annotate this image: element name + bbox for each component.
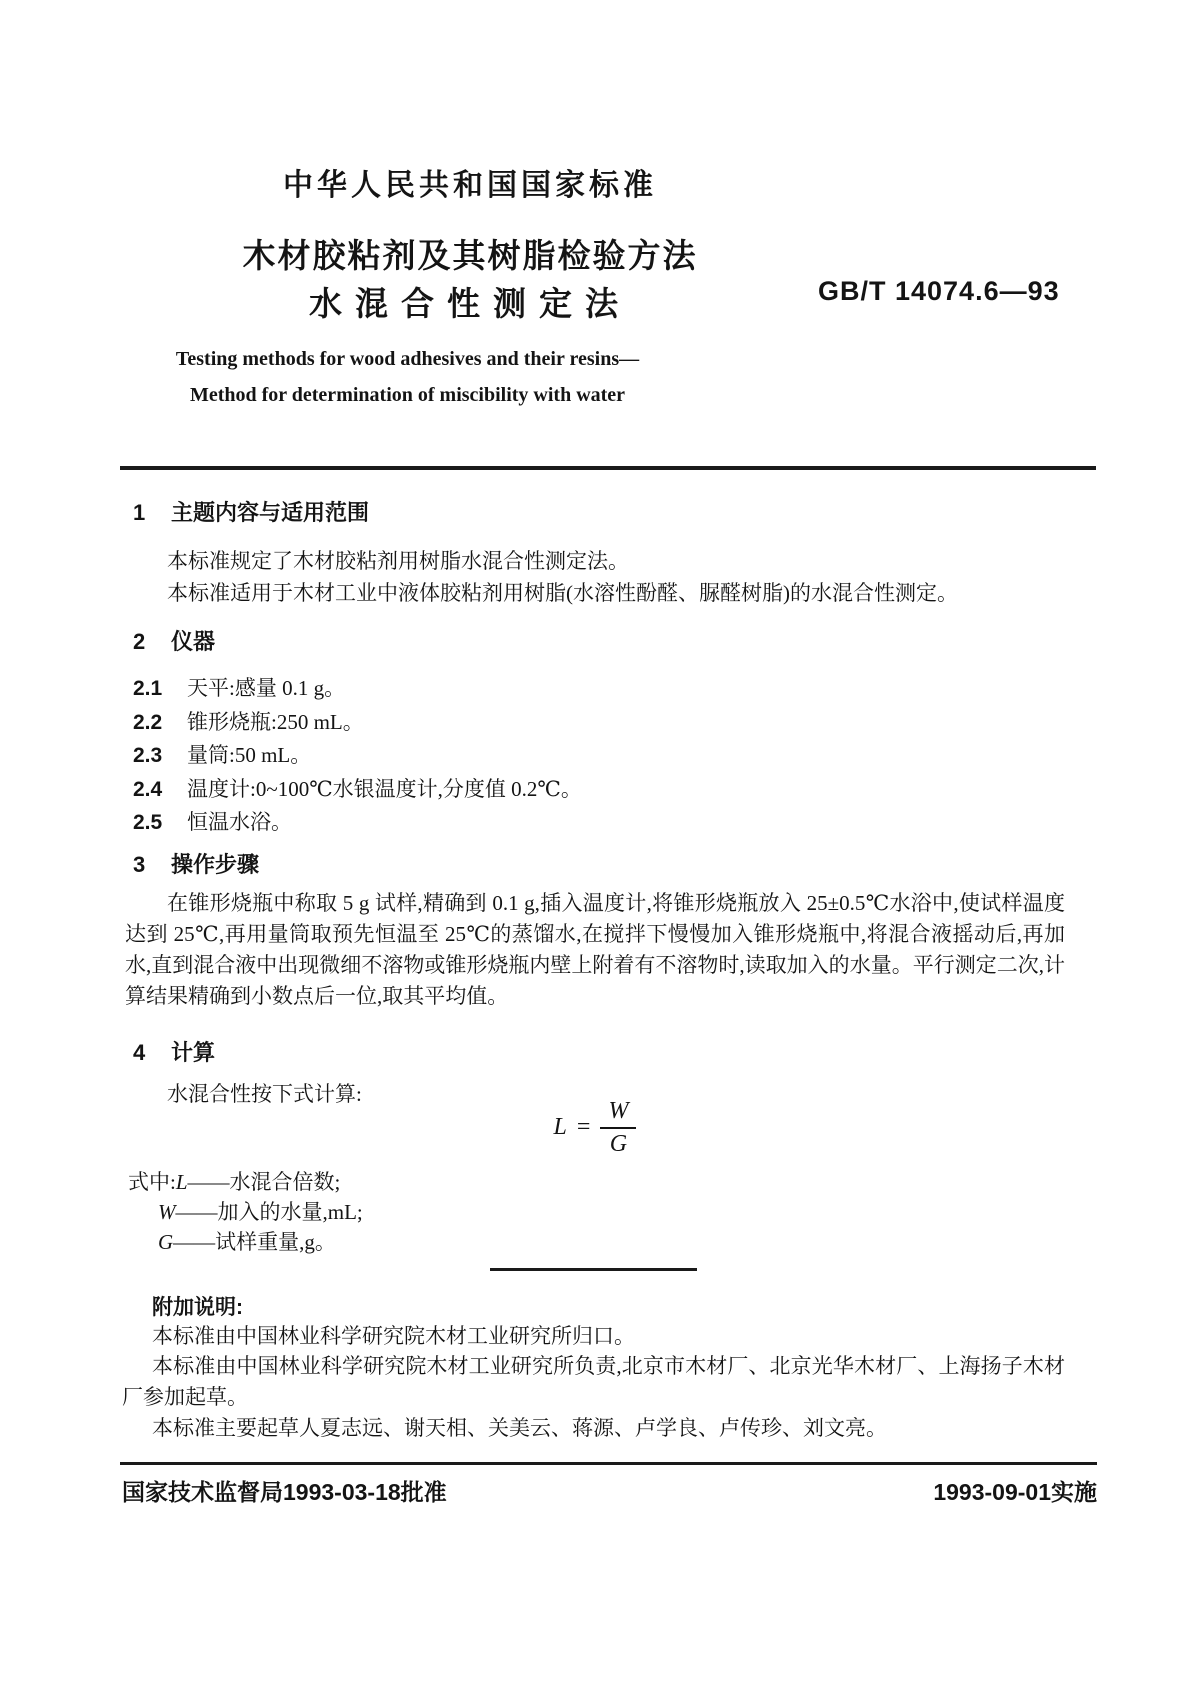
- definition-text: 水混合倍数;: [229, 1170, 341, 1194]
- formula-definition-G: [158, 1226, 336, 1256]
- english-title-line1: Testing methods for wood adhesives and their resins—: [175, 348, 640, 370]
- section-heading-procedure: [133, 848, 259, 879]
- miscibility-formula: [125, 1098, 1065, 1158]
- footer: [122, 1474, 1097, 1507]
- procedure-paragraph: 在锥形烧瓶中称取 5 g 试样,精确到 0.1 g,插入温度计,将锥形烧瓶放入 25±0.5℃水浴中,使试样温度达到 25℃,再用量筒取预先恒温至 25℃的蒸馏水,在搅拌下慢慢加入锥形烧瓶中,将混合液摇动后,再加水,直到混合液中出现微细不溶物或锥形烧瓶内壁上附着有不溶物时,读取加入的水量。平行测定二次,计算结果精确到小数点后一位,取其平均值。: [125, 891, 1065, 1008]
- item-text: 量筒:50 mL。: [187, 743, 312, 767]
- apparatus-list: [133, 672, 582, 840]
- dash: ——: [175, 1200, 218, 1224]
- calculation-intro: 水混合性按下式计算:: [167, 1082, 362, 1106]
- item-number: 2.5: [133, 811, 163, 834]
- list-item: [133, 806, 582, 840]
- section-number: 1: [133, 500, 146, 525]
- section-number: 4: [133, 1040, 146, 1065]
- symbol: W: [158, 1200, 176, 1224]
- section-heading-apparatus: [133, 625, 215, 656]
- header-divider-rule: [120, 466, 1096, 470]
- item-number: 2.1: [133, 677, 163, 700]
- formula-definition-W: [158, 1196, 363, 1226]
- notes-paragraph-1: 本标准由中国林业科学研究院木材工业研究所归口。: [152, 1324, 635, 1348]
- item-text: 恒温水浴。: [187, 810, 292, 834]
- list-item: [133, 706, 582, 740]
- document-title-line1: 木材胶粘剂及其树脂检验方法: [242, 237, 698, 274]
- notes-heading: 附加说明:: [152, 1296, 243, 1319]
- formula-equals: =: [576, 1113, 591, 1140]
- notes-paragraph-2: 本标准由中国林业科学研究院木材工业研究所负责,北京市木材厂、北京光华木材厂、上海扬子木材厂参加起草。: [122, 1354, 1065, 1409]
- item-text: 锥形烧瓶:250 mL。: [187, 709, 364, 734]
- document-title-line2: 水混合性测定法: [309, 285, 631, 322]
- notes-divider-rule: [490, 1268, 697, 1271]
- implementation-date: 1993-09-01实施: [933, 1479, 1097, 1505]
- section-number: 3: [133, 852, 146, 877]
- footer-divider-rule: [120, 1462, 1097, 1465]
- national-standard-caption: 中华人民共和国国家标准: [283, 169, 657, 202]
- section-number: 2: [133, 629, 146, 654]
- section-heading-label: 主题内容与适用范围: [171, 500, 370, 525]
- list-item: [133, 672, 582, 706]
- where-label: 式中:: [128, 1170, 176, 1194]
- item-number: 2.2: [133, 710, 163, 734]
- item-number: 2.3: [133, 744, 163, 767]
- scope-paragraph-1: 本标准规定了木材胶粘剂用树脂水混合性测定法。: [167, 549, 629, 573]
- list-item: [133, 739, 582, 773]
- dash: ——: [187, 1170, 230, 1194]
- standard-number: GB/T 14074.6—93: [818, 276, 1060, 306]
- dash: ——: [173, 1230, 216, 1254]
- notes-paragraph-3: 本标准主要起草人夏志远、谢天相、关美云、蒋源、卢学良、卢传珍、刘文亮。: [152, 1416, 887, 1440]
- formula-fraction: [600, 1098, 636, 1158]
- definition-text: 试样重量,g。: [215, 1230, 336, 1254]
- section-heading-scope: [133, 496, 369, 527]
- scope-paragraph-2: 本标准适用于木材工业中液体胶粘剂用树脂(水溶性酚醛、脲醛树脂)的水混合性测定。: [167, 581, 958, 605]
- item-number: 2.4: [133, 777, 163, 801]
- english-title-line2: Method for determination of miscibility with water: [189, 384, 626, 406]
- item-text: 温度计:0~100℃水银温度计,分度值 0.2℃。: [187, 776, 582, 801]
- item-text: 天平:感量 0.1 g。: [187, 676, 346, 700]
- approval-date: 国家技术监督局1993-03-18批准: [122, 1479, 447, 1505]
- formula-numerator: W: [600, 1098, 636, 1129]
- section-heading-label: 操作步骤: [171, 852, 260, 877]
- formula-lhs: L: [553, 1113, 567, 1140]
- list-item: [133, 773, 582, 807]
- formula-definition-L: [128, 1166, 340, 1196]
- section-heading-label: 仪器: [171, 629, 216, 654]
- section-heading-calculation: [133, 1036, 215, 1067]
- section-heading-label: 计算: [171, 1040, 216, 1065]
- formula-denominator: G: [609, 1131, 628, 1157]
- symbol: G: [158, 1230, 174, 1254]
- symbol: L: [175, 1170, 188, 1194]
- definition-text: 加入的水量,mL;: [217, 1200, 363, 1224]
